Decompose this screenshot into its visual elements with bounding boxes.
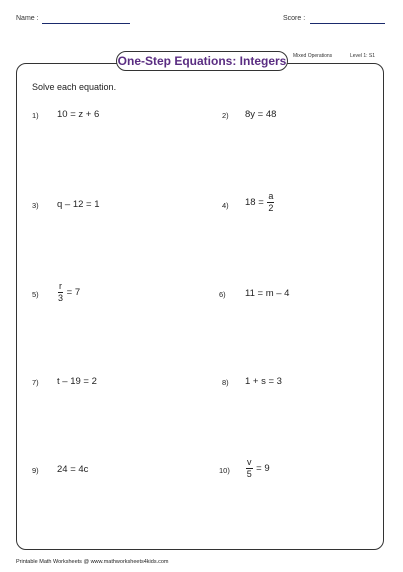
name-field[interactable] [42,23,130,24]
score-field[interactable] [310,23,385,24]
fraction-denominator: 3 [58,293,64,303]
worksheet-frame [16,63,384,550]
fraction [246,458,253,479]
problem-equation [57,282,80,303]
problem-number: 8) [222,378,229,387]
fraction-numerator: a [268,191,274,201]
worksheet-title: One-Step Equations: Integers [116,51,288,71]
problem-number: 1) [32,111,39,120]
problem-equation [245,192,275,213]
problem-number: 4) [222,201,229,210]
level-label: Level 1: S1 [350,53,376,59]
problem-number: 3) [32,201,39,210]
problem-equation: 24 = 4c [57,464,89,475]
problem-number: 5) [32,290,39,299]
problem-number: 6) [219,290,226,299]
name-label: Name : [16,15,39,22]
fraction [58,282,63,303]
instruction-text: Solve each equation. [32,82,117,92]
problem-number: 7) [32,378,39,387]
problem-number: 10) [219,466,230,475]
problem-equation: 11 = m – 4 [245,288,290,299]
fraction-numerator: r [59,281,62,291]
fraction-numerator: v [247,457,252,467]
fraction-denominator: 5 [246,469,252,479]
problem-equation: 10 = z + 6 [57,109,100,120]
equation-right: = 9 [256,463,270,474]
problem-number: 9) [32,466,39,475]
operations-label: Mixed Operations [293,53,333,59]
footer-credit: Printable Math Worksheets @ www.mathworksheets4kids.com [16,559,169,565]
problem-equation: 8y = 48 [245,109,277,120]
fraction [267,192,274,213]
equation-right: = 7 [66,287,81,298]
problem-equation: 1 + s = 3 [245,376,282,387]
problem-equation [245,458,270,479]
fraction-denominator: 2 [268,203,274,213]
problem-equation: t – 19 = 2 [57,376,97,387]
score-label: Score : [283,15,306,22]
problem-equation: q – 12 = 1 [57,199,100,210]
equation-left: 18 = [245,197,264,208]
problem-number: 2) [222,111,229,120]
